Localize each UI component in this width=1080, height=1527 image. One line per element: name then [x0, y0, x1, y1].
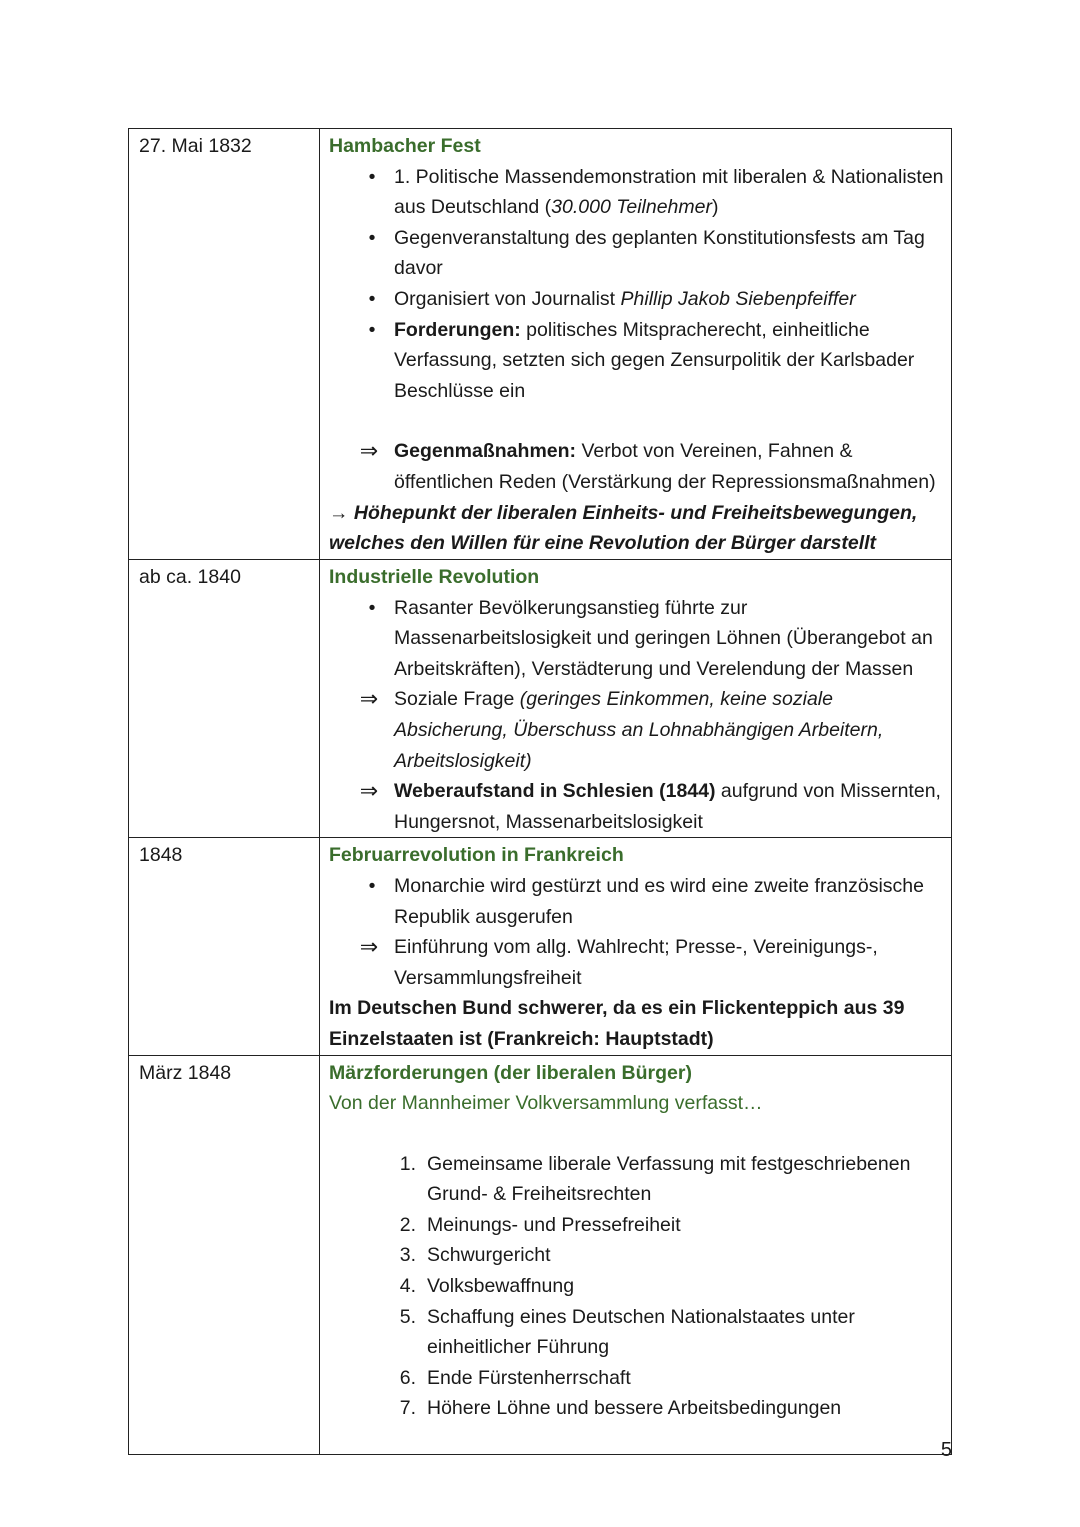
list-item: ⇒ Einführung vom allg. Wahlrecht; Presse-, Vereinigungs-, Versammlungsfreiheit: [329, 932, 945, 993]
list-item: • Organisiert von Journalist Phillip Jakob Siebenpfeiffer: [329, 284, 945, 315]
number-marker: 5.: [399, 1305, 416, 1328]
event-title: Februarrevolution in Frankreich: [329, 844, 624, 867]
event-title: Industrielle Revolution: [329, 566, 540, 588]
list-item: 3. Schwurgericht: [329, 1240, 945, 1271]
note-text: Im Deutschen Bund schwerer, da es ein Flickenteppich aus 39 Einzelstaaten ist (Frankreich: Hauptstadt): [329, 997, 905, 1050]
number-marker: 3.: [399, 1244, 416, 1267]
bullet-marker: •: [368, 874, 376, 897]
conclusion-text: → Höhepunkt der liberalen Einheits- und Freiheitsbewegungen, welches den Willen für eine Revolution der Bürger darstellt: [329, 501, 918, 555]
timeline-row: [129, 838, 952, 1055]
list-item: 4. Volksbewaffnung: [329, 1271, 945, 1302]
bullet-marker: •: [368, 318, 376, 341]
bullet-marker: •: [368, 596, 376, 619]
list-item: 7. Höhere Löhne und bessere Arbeitsbedingungen: [329, 1393, 945, 1424]
list-item: • Gegenveranstaltung des geplanten Konstitutionsfests am Tag davor: [329, 223, 945, 284]
arrow-marker: ⇒: [359, 778, 379, 804]
list-item: • 1. Politische Massendemonstration mit liberalen & Nationalisten aus Deutschland (30.000 Teilnehmer): [329, 162, 945, 223]
timeline-row: [129, 1055, 952, 1454]
number-marker: 1.: [399, 1152, 416, 1175]
event-subtitle: Von der Mannheimer Volkversammlung verfasst…: [329, 1092, 763, 1115]
content-cell: [320, 560, 952, 838]
list-item: ⇒ Gegenmaßnahmen: Verbot von Vereinen, Fahnen & öffentlichen Reden (Verstärkung der Repressionsmaßnahmen): [329, 436, 945, 497]
event-title: Märzforderungen (der liberalen Bürger): [329, 1061, 692, 1084]
list-item: 5. Schaffung eines Deutschen Nationalstaates unter einheitlicher Führung: [329, 1302, 945, 1363]
list-item: • Forderungen: politisches Mitspracherecht, einheitliche Verfassung, setzten sich gegen Zensurpolitik der Karlsbader Beschlüsse ein: [329, 315, 945, 407]
number-marker: 6.: [399, 1366, 416, 1389]
list-item: ⇒ Weberaufstand in Schlesien (1844) aufgrund von Missernten, Hungersnot, Massenarbeitslosigkeit: [329, 776, 945, 837]
list-item: 2. Meinungs- und Pressefreiheit: [329, 1210, 945, 1241]
timeline-row: [129, 129, 952, 560]
list-item: • Rasanter Bevölkerungsanstieg führte zur Massenarbeitslosigkeit und geringen Löhnen (Überangebot an Arbeitskräften), Verstädterung und Verelendung der Massen: [329, 593, 945, 685]
arrow-marker: ⇒: [359, 438, 379, 464]
page-number: 5: [940, 1439, 952, 1461]
list-item: • Monarchie wird gestürzt und es wird eine zweite französische Republik ausgerufen: [329, 871, 945, 932]
list-item: ⇒ Soziale Frage (geringes Einkommen, keine soziale Absicherung, Überschuss an Lohnabhängigen Arbeitern, Arbeitslosigkeit): [329, 684, 945, 776]
list-item: 1. Gemeinsame liberale Verfassung mit festgeschriebenen Grund- & Freiheitsrechten: [329, 1149, 945, 1210]
content-cell: [320, 129, 952, 560]
event-title: Hambacher Fest: [329, 135, 481, 157]
date-cell: 27. Mai 1832: [129, 129, 320, 560]
bullet-marker: •: [368, 226, 376, 249]
number-marker: 4.: [399, 1275, 416, 1298]
timeline-row: [129, 560, 952, 838]
arrow-marker: ⇒: [359, 934, 379, 960]
bullet-marker: •: [368, 287, 376, 310]
number-marker: 2.: [399, 1213, 416, 1236]
bullet-marker: •: [368, 165, 376, 188]
date-cell: 1848: [129, 838, 320, 1055]
list-item: 6. Ende Fürstenherrschaft: [329, 1363, 945, 1394]
number-marker: 7.: [399, 1397, 416, 1420]
date-cell: März 1848: [129, 1055, 320, 1454]
arrow-marker: ⇒: [359, 686, 379, 712]
content-cell: [320, 838, 952, 1055]
timeline-table: [128, 128, 952, 1455]
date-cell: ab ca. 1840: [129, 560, 320, 838]
content-cell: [320, 1055, 952, 1454]
